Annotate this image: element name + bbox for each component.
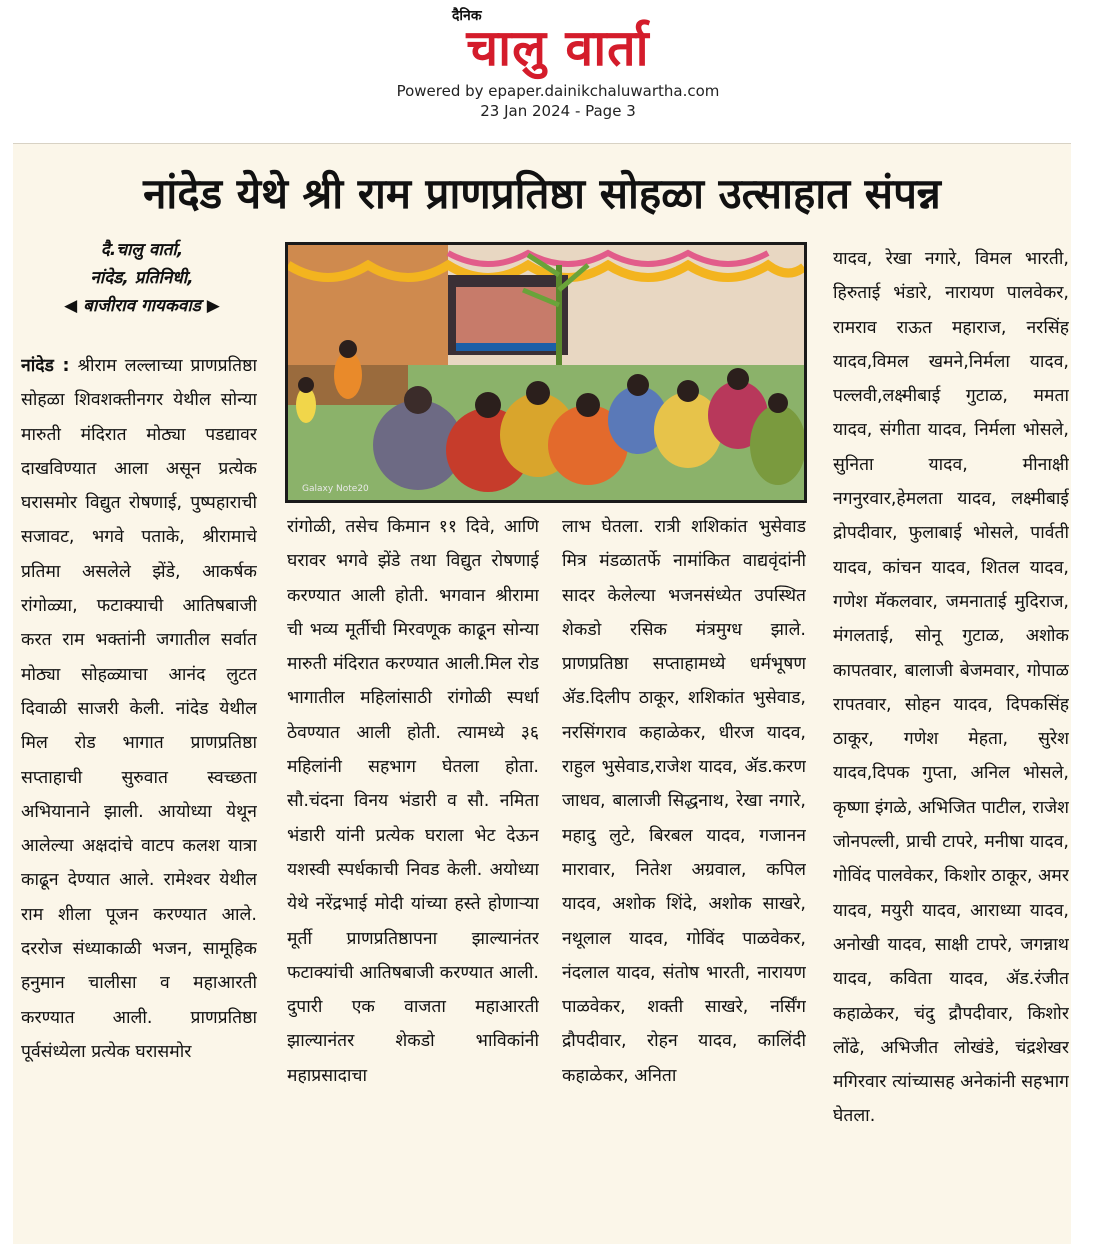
article-column-2: रांगोळी, तसेच किमान ११ दिवे, आणि घरावर भगवे झेंडे तथा विद्युत रोषणाई करण्यात आली होती. भगवान श्रीरामा ची भव्य मूर्तीची मिरवणूक काढून सोन्या मारुती मंदिरात करण्यात आली.मिल रोड भागातील महिलांसाठी रांगोळी स्पर्धा ठेवण्यात आली होती. त्यामध्ये ३६ महिलांनी सहभाग घेतला होता. सौ.चंदना विनय भंडारी व सौ. नमिता भंडारी यांनी प्रत्येक घराला भेट देऊन यशस्वी स्पर्धकाची निवड केली. अयोध्या येथे नरेंद्रभाई मोदी यांच्या हस्ते होणाऱ्या मूर्ती प्राणप्रतिष्ठापना झाल्यानंतर फटाक्यांची आतिषबाजी करण्यात आली. दुपारी एक वाजता महाआरती झाल्यानंतर शेकडो भाविकांनी महाप्रसादाचा: [287, 517, 539, 1086]
byline-desk: नांदेड, प्रतिनिधी,: [90, 268, 194, 288]
dateline: नांदेड :: [21, 356, 70, 376]
masthead: [0, 0, 1116, 130]
newspaper-logo: चालु वार्ता: [466, 19, 650, 77]
column-1-text: श्रीराम लल्लाच्या प्राणप्रतिष्ठा सोहळा शिवशक्तीनगर येथील सोन्या मारुती मंदिरात मोठ्या पडद्यावर दाखविण्यात आला असून प्रत्येक घरासमोर विद्युत रोषणाई, पुष्पहाराची सजावट, भगवे पताके, श्रीरामाचे प्रतिमा असलेले झेंडे, आकर्षक रांगोळ्या, फटाक्याची आतिषबाजी करत राम भक्तांनी जगातील सर्वात मोठ्या सोहळ्याचा आनंद लुटत दिवाळी साजरी केली. नांदेड येथील मिल रोड भागात प्राणप्रतिष्ठा सप्ताहाची सुरुवात स्वच्छता अभियानाने झाली. आयोध्या येथून आलेल्या अक्षदांचे वाटप कलश यात्रा काढून देण्यात आले. रामेश्वर येथील राम शीला पूजन करण्यात आले. दररोज संध्याकाळी भजन, सामूहिक हनुमान चालीसा व महाआरती करण्यात आली. प्राणप्रतिष्ठा पूर्वसंध्येला प्रत्येक घरासमोर: [21, 356, 257, 1062]
article-headline: नांदेड येथे श्री राम प्राणप्रतिष्ठा सोहळा उत्साहात संपन्न: [143, 169, 941, 218]
arrow-left-icon: ◀: [64, 296, 78, 316]
event-photo-illustration: [288, 245, 804, 500]
event-photo: [285, 242, 807, 503]
powered-by-link[interactable]: Powered by epaper.dainikchaluwartha.com: [396, 82, 720, 100]
byline-paper: दै.चालु वार्ता,: [100, 240, 184, 260]
article-clipping: [13, 143, 1071, 1244]
photo-watermark: Galaxy Note20: [302, 484, 369, 494]
daily-label: दैनिक: [452, 8, 482, 24]
date-page: 23 Jan 2024 - Page 3: [480, 102, 636, 120]
article-column-3: लाभ घेतला. रात्री शशिकांत भुसेवाड मित्र मंडळातर्फे नामांकित वाद्यवृंदांनी सादर केलेल्या भजनसंध्येत उपस्थित शेकडो रसिक मंत्रमुग्ध झाले. प्राणप्रतिष्ठा सप्ताहामध्ये धर्मभूषण ॲड.दिलीप ठाकूर, शशिकांत भुसेवाड, नरसिंगराव कहाळेकर, धीरज यादव, राहुल भुसेवाड,राजेश यादव, ॲड.करण जाधव, बालाजी सिद्धनाथ, रेखा नगारे, महादु लुटे, बिरबल यादव, गजानन मारावार, नितेश अग्रवाल, कपिल यादव, अशोक शिंदे, अशोक साखरे, नथूलाल यादव, गोविंद पाळवेकर, नंदलाल यादव, संतोष भारती, नारायण पाळवेकर, शक्ती साखरे, नर्सिंग द्रौपदीवार, रोहन यादव, कालिंदी कहाळेकर, अनिता: [562, 517, 806, 1086]
article-column-1: [21, 349, 257, 1244]
byline: [17, 236, 267, 320]
byline-reporter: बाजीराव गायकवाड: [83, 296, 201, 316]
arrow-right-icon: ▶: [206, 296, 220, 316]
article-column-4: यादव, रेखा नगारे, विमल भारती, हिरुताई भंडारे, नारायण पालवेकर, रामराव राऊत महाराज, नरसिंह यादव,विमल खमने,निर्मला यादव, पल्लवी,लक्ष्मीबाई गुटाळ, ममता यादव, संगीता यादव, निर्मला भोसले, सुनिता यादव, मीनाक्षी नगनुरवार,हेमलता यादव, लक्ष्मीबाई द्रोपदीवार, फुलाबाई भोसले, पार्वती यादव, कांचन यादव, शितल यादव, गणेश मॅकलवार, जमनाताई मुदिराज, मंगलताई, सोनू गुटाळ, अशोक कापतवार, बालाजी बेजमवार, गोपाळ रापतवार, सोहन यादव, दिपकसिंह ठाकूर, गणेश मेहता, सुरेश यादव,दिपक गुप्ता, अनिल भोसले, कृष्णा इंगळे, अभिजित पाटील, राजेश जोनपल्ली, प्राची टापरे, मनीषा यादव, गोविंद पालवेकर, किशोर ठाकूर, अमर यादव, मयुरी यादव, आराध्या यादव, अनोखी यादव, साक्षी टापरे, जगन्नाथ यादव, कविता यादव, ॲड.रंजीत कहाळेकर, चंदु द्रौपदीवार, किशोर लोंढे, अभिजीत लोखंडे, चंद्रशेखर मगिरवार त्यांच्यासह अनेकांनी सहभाग घेतला.: [833, 249, 1069, 1127]
byline-reporter-row: [17, 292, 267, 320]
